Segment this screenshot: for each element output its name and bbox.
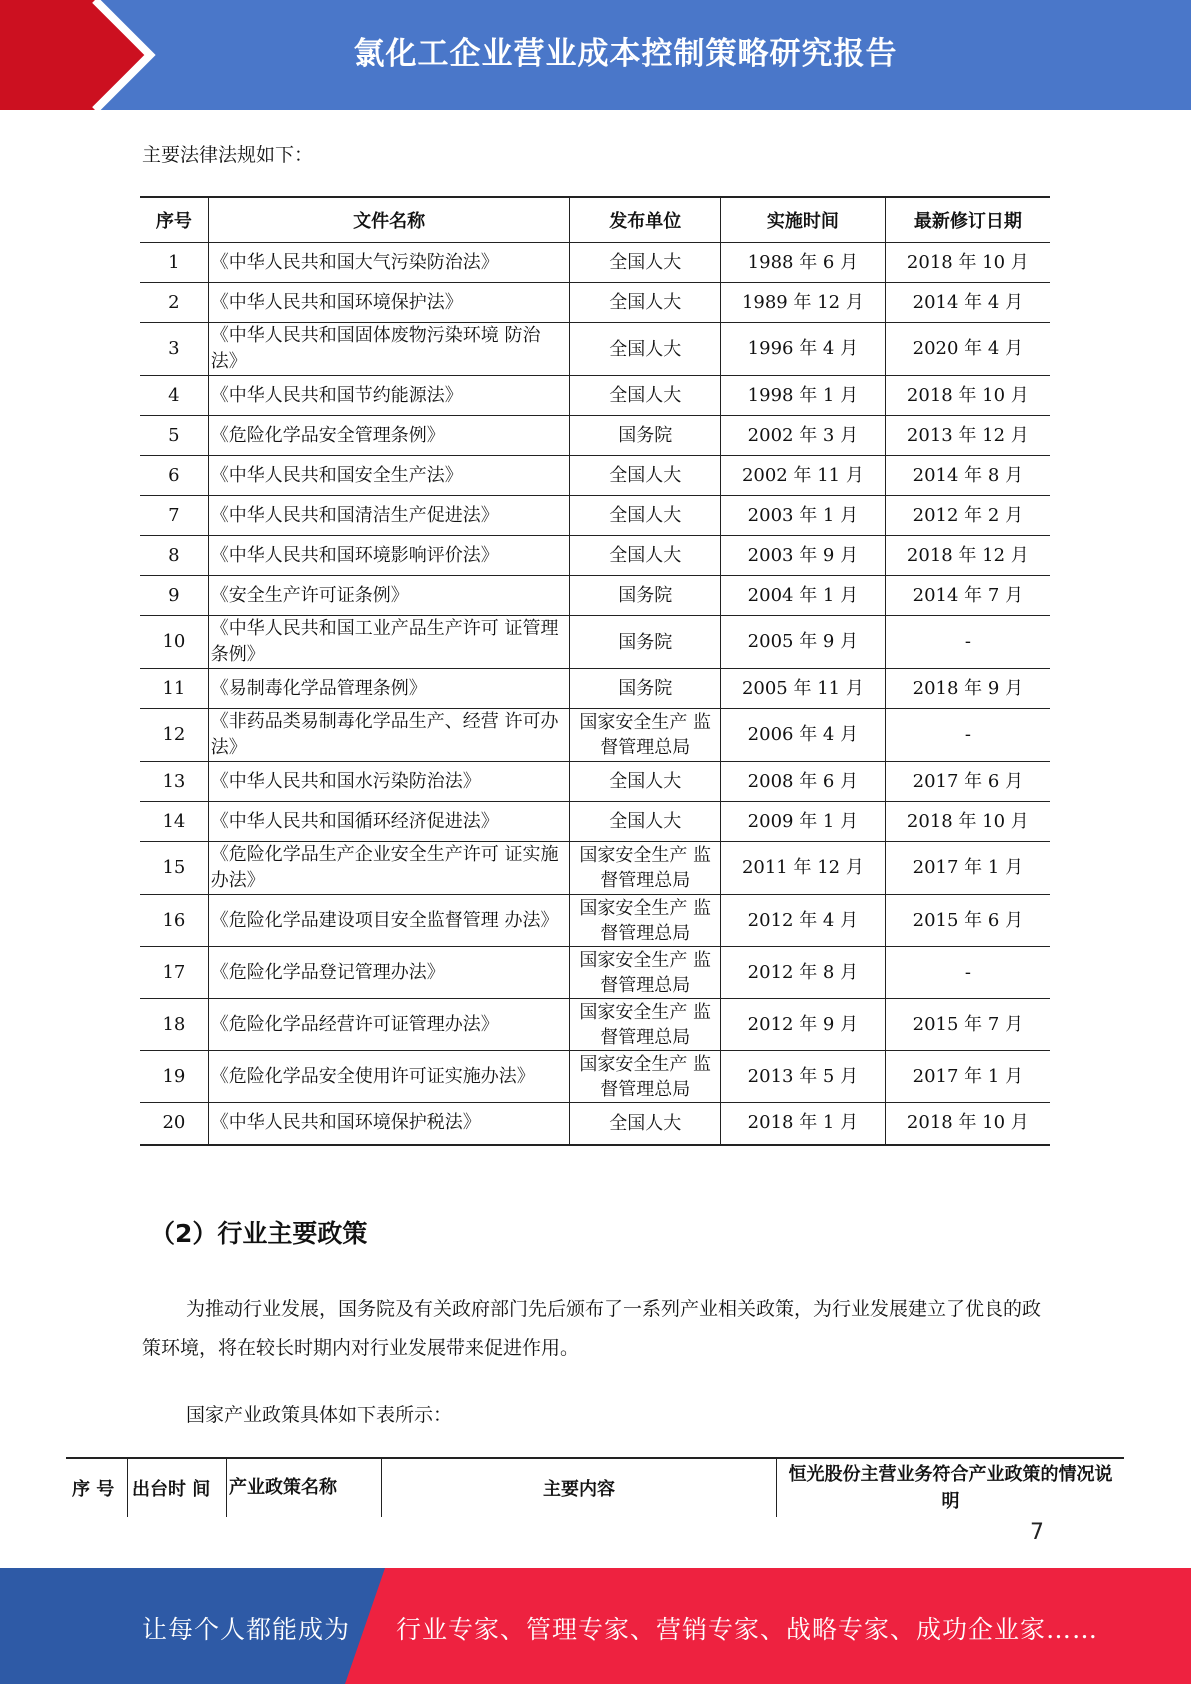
effective-date: 2002 年 3 月 xyxy=(721,416,886,456)
publisher: 国家安全生产 监督管理总局 xyxy=(570,999,721,1051)
publisher: 国务院 xyxy=(570,669,721,709)
table-row xyxy=(140,536,1050,576)
row-number: 20 xyxy=(140,1103,208,1145)
footer-slogan-left: 让每个人都能成为 xyxy=(142,1615,351,1644)
publisher: 全国人大 xyxy=(570,1103,721,1145)
table-row xyxy=(140,243,1050,283)
law-name: 《中华人民共和国环境保护法》 xyxy=(208,283,570,323)
header-revised: 最新修订日期 xyxy=(885,197,1050,243)
revision-date: 2018 年 10 月 xyxy=(885,376,1050,416)
row-number: 10 xyxy=(140,616,208,669)
table-row xyxy=(140,1051,1050,1103)
revision-date: 2018 年 10 月 xyxy=(885,243,1050,283)
effective-date: 2008 年 6 月 xyxy=(721,762,886,802)
law-name: 《非药品类易制毒化学品生产、经营 许可办法》 xyxy=(208,709,570,762)
table-row xyxy=(140,709,1050,762)
row-number: 6 xyxy=(140,456,208,496)
law-name: 《危险化学品安全使用许可证实施办法》 xyxy=(208,1051,570,1103)
row-number: 9 xyxy=(140,576,208,616)
law-name: 《中华人民共和国环境保护税法》 xyxy=(208,1103,570,1145)
revision-date: 2014 年 8 月 xyxy=(885,456,1050,496)
publisher: 国家安全生产 监督管理总局 xyxy=(570,709,721,762)
publisher: 全国人大 xyxy=(570,243,721,283)
revision-date: 2017 年 6 月 xyxy=(885,762,1050,802)
publisher: 全国人大 xyxy=(570,762,721,802)
table-header-row xyxy=(140,197,1050,243)
revision-date: 2020 年 4 月 xyxy=(885,323,1050,376)
revision-date: 2014 年 4 月 xyxy=(885,283,1050,323)
table-row xyxy=(140,456,1050,496)
law-name: 《中华人民共和国节约能源法》 xyxy=(208,376,570,416)
policy-header-name: 产业政策名称 xyxy=(227,1459,382,1517)
revision-date: - xyxy=(885,616,1050,669)
publisher: 全国人大 xyxy=(570,496,721,536)
publisher: 全国人大 xyxy=(570,802,721,842)
revision-date: 2017 年 1 月 xyxy=(885,842,1050,895)
effective-date: 2009 年 1 月 xyxy=(721,802,886,842)
publisher: 国家安全生产 监督管理总局 xyxy=(570,947,721,999)
header-banner xyxy=(0,0,1191,110)
publisher: 国家安全生产 监督管理总局 xyxy=(570,842,721,895)
row-number: 17 xyxy=(140,947,208,999)
publisher: 国务院 xyxy=(570,616,721,669)
effective-date: 2012 年 8 月 xyxy=(721,947,886,999)
publisher: 国务院 xyxy=(570,416,721,456)
revision-date: 2014 年 7 月 xyxy=(885,576,1050,616)
publisher: 全国人大 xyxy=(570,536,721,576)
row-number: 12 xyxy=(140,709,208,762)
publisher: 国家安全生产 监督管理总局 xyxy=(570,895,721,947)
effective-date: 2013 年 5 月 xyxy=(721,1051,886,1103)
intro-text: 主要法律法规如下： xyxy=(142,144,314,166)
law-name: 《危险化学品安全管理条例》 xyxy=(208,416,570,456)
revision-date: 2018 年 9 月 xyxy=(885,669,1050,709)
row-number: 14 xyxy=(140,802,208,842)
revision-date: 2015 年 7 月 xyxy=(885,999,1050,1051)
law-name: 《中华人民共和国环境影响评价法》 xyxy=(208,536,570,576)
table-row xyxy=(140,669,1050,709)
revision-date: - xyxy=(885,709,1050,762)
revision-date: 2018 年 10 月 xyxy=(885,802,1050,842)
revision-date: 2018 年 12 月 xyxy=(885,536,1050,576)
law-name: 《中华人民共和国清洁生产促进法》 xyxy=(208,496,570,536)
law-name: 《危险化学品生产企业安全生产许可 证实施办法》 xyxy=(208,842,570,895)
revision-date: 2018 年 10 月 xyxy=(885,1103,1050,1145)
law-name: 《易制毒化学品管理条例》 xyxy=(208,669,570,709)
footer-banner xyxy=(0,1568,1191,1684)
policy-header-content: 主要内容 xyxy=(382,1459,777,1517)
table-row xyxy=(140,947,1050,999)
revision-date: 2017 年 1 月 xyxy=(885,1051,1050,1103)
row-number: 19 xyxy=(140,1051,208,1103)
laws-table xyxy=(140,196,1050,1146)
policy-paragraph: 为推动行业发展，国务院及有关政府部门先后颁布了一系列产业相关政策，为行业发展建立了优良的政策环境，将在较长时期内对行业发展带来促进作用。 xyxy=(142,1298,1042,1359)
revision-date: 2013 年 12 月 xyxy=(885,416,1050,456)
effective-date: 2004 年 1 月 xyxy=(721,576,886,616)
effective-date: 2003 年 9 月 xyxy=(721,536,886,576)
row-number: 1 xyxy=(140,243,208,283)
effective-date: 2018 年 1 月 xyxy=(721,1103,886,1145)
publisher: 全国人大 xyxy=(570,376,721,416)
law-name: 《中华人民共和国循环经济促进法》 xyxy=(208,802,570,842)
policy-header-no: 序 号 xyxy=(66,1459,128,1517)
table-row xyxy=(140,576,1050,616)
effective-date: 2012 年 9 月 xyxy=(721,999,886,1051)
table-row xyxy=(140,999,1050,1051)
effective-date: 1998 年 1 月 xyxy=(721,376,886,416)
effective-date: 1996 年 4 月 xyxy=(721,323,886,376)
row-number: 2 xyxy=(140,283,208,323)
table-row xyxy=(140,842,1050,895)
revision-date: 2015 年 6 月 xyxy=(885,895,1050,947)
publisher: 国务院 xyxy=(570,576,721,616)
publisher: 全国人大 xyxy=(570,323,721,376)
footer-slogan-right: 行业专家、管理专家、营销专家、战略专家、成功企业家…… xyxy=(396,1615,1099,1644)
law-name: 《安全生产许可证条例》 xyxy=(208,576,570,616)
table-row xyxy=(140,762,1050,802)
table-row xyxy=(140,1103,1050,1145)
header-no: 序号 xyxy=(140,197,208,243)
revision-date: - xyxy=(885,947,1050,999)
row-number: 7 xyxy=(140,496,208,536)
effective-date: 2005 年 11 月 xyxy=(721,669,886,709)
header-date: 实施时间 xyxy=(721,197,886,243)
effective-date: 1988 年 6 月 xyxy=(721,243,886,283)
publisher: 国家安全生产 监督管理总局 xyxy=(570,1051,721,1103)
row-number: 3 xyxy=(140,323,208,376)
effective-date: 1989 年 12 月 xyxy=(721,283,886,323)
law-name: 《中华人民共和国安全生产法》 xyxy=(208,456,570,496)
effective-date: 2003 年 1 月 xyxy=(721,496,886,536)
effective-date: 2005 年 9 月 xyxy=(721,616,886,669)
table-row xyxy=(140,376,1050,416)
table-row xyxy=(140,283,1050,323)
policy-intro: 国家产业政策具体如下表所示： xyxy=(186,1404,453,1426)
law-name: 《中华人民共和国水污染防治法》 xyxy=(208,762,570,802)
row-number: 18 xyxy=(140,999,208,1051)
header-name: 文件名称 xyxy=(208,197,570,243)
effective-date: 2006 年 4 月 xyxy=(721,709,886,762)
header-publisher: 发布单位 xyxy=(570,197,721,243)
publisher: 全国人大 xyxy=(570,456,721,496)
row-number: 8 xyxy=(140,536,208,576)
row-number: 5 xyxy=(140,416,208,456)
effective-date: 2002 年 11 月 xyxy=(721,456,886,496)
law-name: 《危险化学品登记管理办法》 xyxy=(208,947,570,999)
policy-header-compliance: 恒光股份主营业务符合产业政策的情况说明 xyxy=(788,1464,1113,1512)
table-row xyxy=(140,416,1050,456)
law-name: 《危险化学品建设项目安全监督管理 办法》 xyxy=(208,895,570,947)
effective-date: 2011 年 12 月 xyxy=(721,842,886,895)
page-number: 7 xyxy=(1030,1520,1044,1545)
table-row xyxy=(140,323,1050,376)
row-number: 4 xyxy=(140,376,208,416)
page-title: 氯化工企业营业成本控制策略研究报告 xyxy=(353,36,898,72)
row-number: 11 xyxy=(140,669,208,709)
table-row xyxy=(140,616,1050,669)
row-number: 15 xyxy=(140,842,208,895)
effective-date: 2012 年 4 月 xyxy=(721,895,886,947)
law-name: 《危险化学品经营许可证管理办法》 xyxy=(208,999,570,1051)
publisher: 全国人大 xyxy=(570,283,721,323)
table-row xyxy=(140,802,1050,842)
law-name: 《中华人民共和国工业产品生产许可 证管理条例》 xyxy=(208,616,570,669)
table-row xyxy=(140,895,1050,947)
law-name: 《中华人民共和国固体废物污染环境 防治法》 xyxy=(208,323,570,376)
row-number: 13 xyxy=(140,762,208,802)
table-row xyxy=(140,496,1050,536)
law-name: 《中华人民共和国大气污染防治法》 xyxy=(208,243,570,283)
policy-header-date: 出台时 间 xyxy=(128,1459,227,1517)
policy-table-header xyxy=(66,1457,1124,1517)
revision-date: 2012 年 2 月 xyxy=(885,496,1050,536)
row-number: 16 xyxy=(140,895,208,947)
section-title: （2）行业主要政策 xyxy=(150,1219,368,1248)
